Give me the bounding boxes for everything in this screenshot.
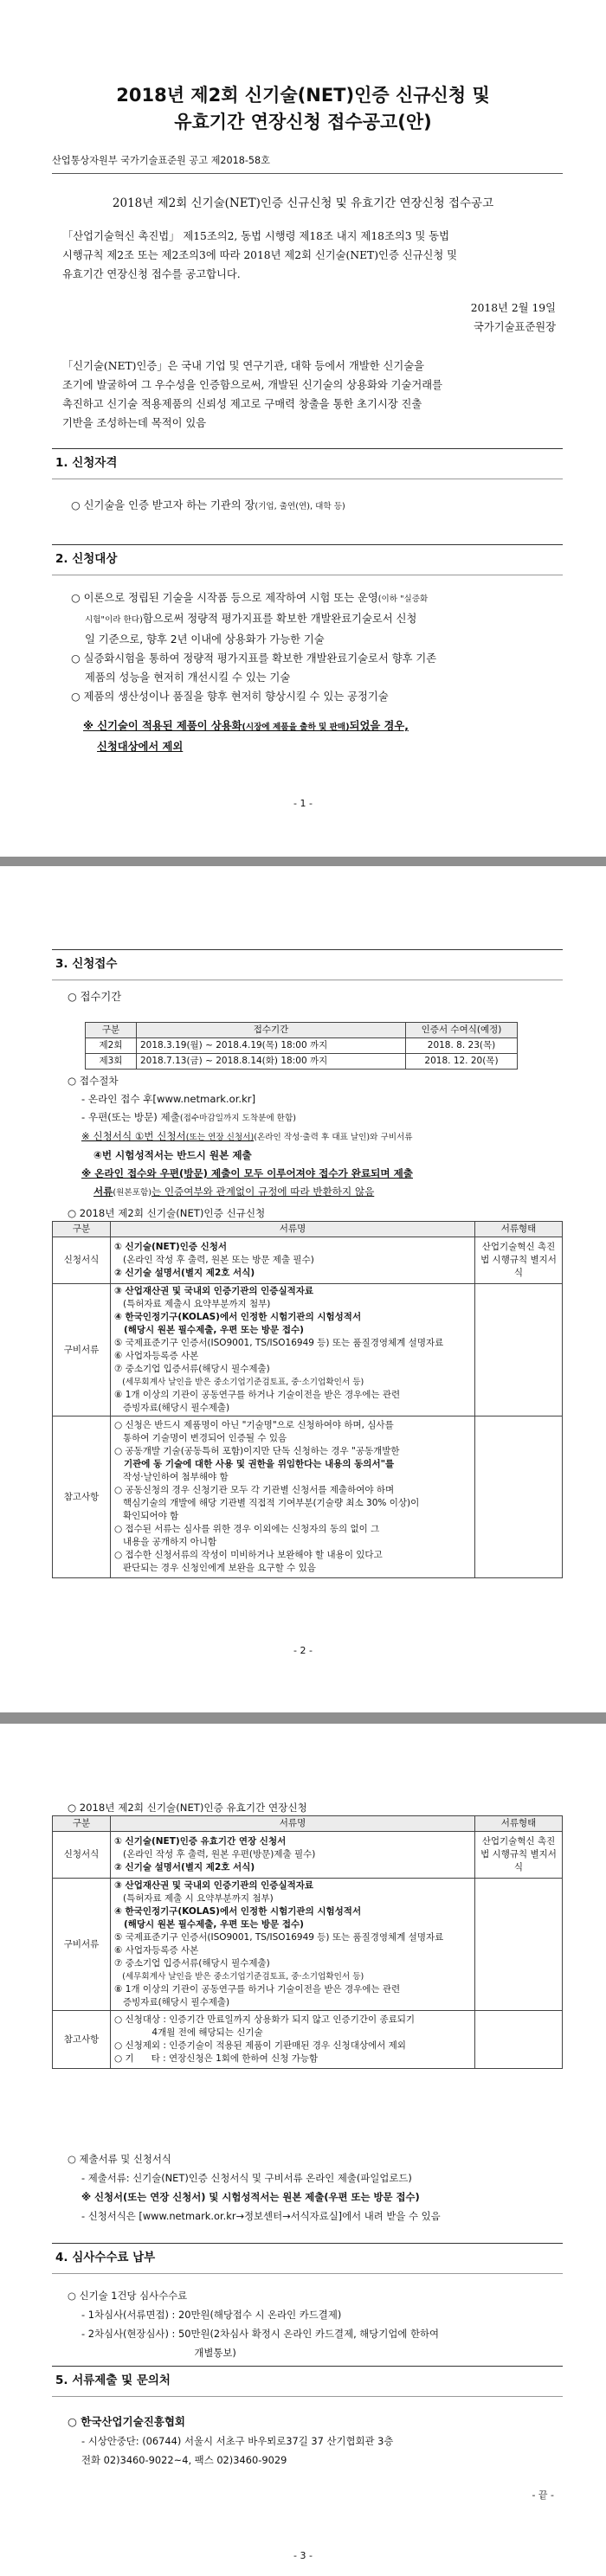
text: - 우편(또는 방문) 제출 [81,1111,180,1123]
ref-item: ○ 접수된 서류는 심사를 위한 경우 이외에는 신청자의 동의 없이 그 [114,1524,380,1534]
sec1-item [71,496,345,517]
section-2-title: 2. 신청대상 [55,552,118,566]
intro-line: 「산업기술혁신 촉진법」 제15조의2, 동법 시행령 제18조 내지 제18조의3 및 동법 [62,230,449,242]
fee-title: ○ 신기술 1건당 심사수수료 [68,2290,188,2302]
text: 는 인증여부와 관계없이 규정에 따라 반환하지 않음 [151,1185,375,1198]
page-gap [0,857,606,866]
doc-item: ⑤ 국제표준기구 인증서(ISO9001, TS/ISO16949 등) 또는 품질경영체계 설명자료 [114,1932,444,1943]
table-cell: 산업기술혁신 촉진법 시행규칙 별지서식 [475,1832,563,1879]
ref-item: ○ 신청은 반드시 제품명이 아닌 "기술명"으로 신청하여야 하며, 심사를 [114,1420,394,1430]
text: ※ 신기술이 적용된 제품이 상용화 [83,720,242,732]
contact-block [68,2412,570,2470]
method-label: ○ 접수절차 [68,1075,119,1087]
section-3-title: 3. 신청접수 [55,957,118,971]
extension-table [52,1815,563,2069]
document-page-1 [0,0,606,857]
text: (이하 "실증화 [377,594,429,604]
table-cell [111,2011,475,2069]
submit-title: ○ 제출서류 및 신청서식 [68,2153,171,2165]
doc-item: (온라인 작성 후 출력, 원본 우편(방문)제출 필수) [114,1849,316,1860]
page-number: - 1 - [293,798,313,809]
table-header: 서류형태 [475,1816,563,1832]
announcement-subtitle: 2018년 제2회 신기술(NET)인증 신규신청 및 유효기간 연장신청 접수공고 [112,196,494,210]
doc-item: 증빙자료(해당시 필수제출) [114,1403,230,1413]
contact-address: - 시상안중단: (06744) 서울시 서초구 바우뫼로37길 37 산기협회관 3층 [81,2435,394,2447]
doc-item: ① 신기술(NET)인증 신청서 [114,1242,228,1252]
table-row [86,1038,518,1054]
text: (또는 연장 신청서) [185,1133,255,1142]
purpose-line: 기반을 조성하는데 목적이 있음 [62,417,207,429]
doc-item: (특허자료 제출 시 요약부분까지 첨부) [114,1893,274,1904]
note-1-cont: ④번 시험성적서는 반드시 원본 제출 [93,1149,252,1161]
table-cell [475,1416,563,1578]
table-row [86,1054,518,1070]
table-cell: 2018. 8. 23(목) [406,1038,518,1054]
purpose-line: 「신기술(NET)인증」은 국내 기업 및 연구기관, 대학 등에서 개발한 신기술을 [62,360,425,372]
submit-item: - 제출서류: 신기술(NET)인증 신청서식 및 구비서류 온라인 제출(파일업로드) [81,2172,412,2184]
doc-item: ④ 한국인정기구(KOLAS)에서 인정한 시험기관의 시험성적서 [114,1906,362,1917]
doc-item: ⑥ 사업자등록증 사본 [114,1351,199,1361]
table-cell: 산업기술혁신 촉진법 시행규칙 별지서식 [475,1237,563,1284]
table-cell: 제2회 [86,1038,137,1054]
table-cell: 참고사항 [53,1416,111,1578]
sec2-item-1-cont: 일 기준으로, 향후 2년 이내에 상용화가 가능한 기술 [85,633,325,646]
doc-item: ⑤ 국제표준기구 인증서(ISO9001, TS/ISO16949 등) 또는 품질경영체계 설명자료 [114,1338,444,1348]
end-mark: - 끝 - [532,2489,554,2501]
page-number: - 3 - [293,2550,313,2561]
schedule-table [85,1022,518,1070]
ref-item: ○ 접수한 신청서류의 작성이 미비하거나 보완해야 할 내용이 있다고 [114,1550,383,1560]
table-header: 인증서 수여식(예정) [406,1023,518,1038]
section-5-title: 5. 서류제출 및 문의처 [55,2374,171,2387]
period-label: ○ 접수기간 [68,991,122,1003]
text: (원본포함) [113,1188,152,1198]
doc-item: (해당시 원본 필수제출, 우편 또는 방문 접수) [114,1325,304,1335]
sec2-item-1-cont [71,609,564,630]
table-header: 서류명 [111,1816,475,1832]
table-header: 서류형태 [475,1222,563,1237]
announce-date: 2018년 2월 19일 [470,302,556,314]
doc-item: ⑦ 중소기업 입증서류(해당시 필수제출) [114,1364,270,1374]
table-cell [111,1879,475,2011]
ref-item: 핵심기술의 개발에 해당 기관별 직접적 기여부분(기술량 최소 30% 이상)이 [114,1498,420,1508]
table-header: 구분 [53,1816,111,1832]
submit-item: ※ 신청서(또는 연장 신청서) 및 시험성적서는 원본 제출(우편 또는 방문 접수) [81,2191,420,2203]
sec2-item-1 [71,588,564,609]
doc-title-line-1: 2018년 제2회 신기술(NET)인증 신규신청 및 [116,85,490,106]
document-page-2 [0,866,606,1712]
submit-block [68,2149,570,2226]
new-table-title: ○ 2018년 제2회 신기술(NET)인증 신규신청 [68,1207,266,1219]
ref-item: 통하여 기술명이 변경되어 인증될 수 있음 [114,1433,287,1443]
doc-item: ③ 산업재산권 및 국내외 인증기관의 인증실적자료 [114,1286,314,1296]
table-cell [475,2011,563,2069]
announcement-number: 산업통상자원부 국가기술표준원 공고 제2018-58호 [52,155,270,166]
ref-item: ○ 공동개발 기술(공동특허 포함)이지만 단독 신청하는 경우 "공동개발한 [114,1446,400,1456]
table-cell [111,1284,475,1416]
section-4-title: 4. 심사수수료 납부 [55,2251,156,2264]
ref-item: 판단되는 경우 신청인에게 보완을 요구할 수 있음 [114,1563,316,1573]
table-row [53,1416,563,1578]
ref-item: ○ 공동신청의 경우 신청기관 모두 각 기관별 신청서를 제출하여야 하며 [114,1485,395,1495]
doc-item: (세무회계사 날인을 받은 중소기업기준검토표, 중·소기업확인서 등) [114,1972,364,1982]
note-2: ※ 온라인 접수와 우편(방문) 제출이 모두 이루어져야 접수가 완료되며 제출 [81,1167,413,1179]
table-cell [111,1832,475,1879]
page-number: - 2 - [293,1645,313,1656]
sec2-note [83,716,564,756]
text: 함으로써 정량적 평가지표를 확보한 개발완료기술로서 신청 [142,613,417,625]
contact-org: ○ 한국산업기술진흥협회 [68,2415,186,2428]
ext-table-title: ○ 2018년 제2회 신기술(NET)인증 유효기간 연장신청 [68,1802,307,1814]
fee-item: 개별통보) [81,2347,236,2359]
fee-item: - 1차심사(서류면접) : 20만원(해당접수 시 온라인 카드결제) [81,2309,342,2321]
table-cell: 참고사항 [53,2011,111,2069]
intro-line: 유효기간 연장신청 접수를 공고합니다. [62,268,241,280]
doc-title-line-2: 유효기간 연장신청 접수공고(안) [174,112,432,132]
doc-item: ① 신기술(NET)인증 유효기간 연장 신청서 [114,1836,287,1847]
sec1-item-main: ○ 신기술을 인증 받고자 하는 기관의 장 [71,499,255,511]
table-header-row [86,1023,518,1038]
ref-item: 내용을 공개하지 아니함 [114,1537,217,1547]
ref-item: 4개월 전에 해당되는 신기술 [114,2027,263,2038]
new-application-table [52,1221,563,1578]
ref-item: 기관에 동 기술에 대한 사용 및 권한을 위임한다는 내용의 동의서"를 [114,1459,395,1469]
text: (온라인 작성·출력 후 대표 날인)와 구비서류 [254,1133,413,1142]
method-online: - 온라인 접수 후[www.netmark.or.kr] [81,1093,256,1105]
doc-item: ② 신기술 설명서(별지 제2호 서식) [114,1862,255,1873]
sec2-items [71,588,564,706]
doc-item: ⑧ 1개 이상의 기관이 공동연구를 하거나 기술이전을 받은 경우에는 관련 [114,1390,401,1400]
announce-agency: 국가기술표준원장 [473,321,556,333]
submit-item: - 신청서식은 [www.netmark.or.kr→정보센터→서식자료실]에서 내려 받을 수 있음 [81,2210,441,2222]
section-1-title: 1. 신청자격 [55,456,118,470]
sec2-item-2-cont: 제품의 성능을 현저히 개선시킬 수 있는 기술 [85,671,291,684]
page-gap [0,1712,606,1724]
doc-item: (세무회계사 날인을 받은 중소기업기준검토표, 중·소기업확인서 등) [114,1378,364,1387]
text: 서류 [93,1185,113,1198]
fee-item: - 2차심사(현장심사) : 50만원(2차심사 확정시 온라인 카드결제, 해당기업에 한하여 [81,2328,439,2340]
table-cell [111,1237,475,1284]
divider [52,173,563,174]
doc-item: ③ 산업재산권 및 국내외 인증기관의 인증실적자료 [114,1880,314,1891]
doc-item: (특허자료 제출시 요약부분까지 첨부) [114,1299,271,1309]
table-header: 서류명 [111,1222,475,1237]
sec2-note-line: 신청대상에서 제외 [97,741,184,753]
document-page-3 [0,1724,606,2576]
table-cell [475,1284,563,1416]
table-cell: 구비서류 [53,1284,111,1416]
sec2-item-2: ○ 실증화시험을 통하여 정량적 평가지표를 확보한 개발완료기술로서 향후 기존 [71,652,437,665]
table-header: 접수기간 [137,1023,406,1038]
text: 시험"이라 한다) [85,615,143,625]
section-bar [52,448,563,479]
ref-item: 확인되어야 함 [114,1511,179,1521]
method-block [68,1072,570,1202]
ref-item: ○ 신청대상 : 인증기간 만료일까지 상용화가 되지 않고 인증기간이 종료되기 [114,2014,416,2025]
table-row [53,1879,563,2011]
table-header-row [53,1222,563,1237]
table-cell [111,1416,475,1578]
intro-paragraph [62,227,564,284]
doc-item: (온라인 작성 후 출력, 원본 또는 방문 제출 필수) [114,1255,314,1265]
note-1 [68,1127,570,1147]
table-cell [475,1879,563,2011]
ref-item: ○ 신청제외 : 인증기술이 적용된 제품이 기판매된 경우 신청대상에서 제외 [114,2040,406,2051]
section-bar [52,949,563,980]
doc-item: ⑥ 사업자등록증 사본 [114,1945,199,1956]
text: ※ 신청서식 ①번 신청서 [81,1130,186,1142]
text: 되었을 경우, [349,720,409,732]
doc-item: ⑦ 중소기업 입증서류(해당시 필수제출) [114,1958,270,1969]
ref-item: ○ 기 타 : 연장신청은 1회에 한하여 신청 가능함 [114,2053,319,2064]
table-cell: 2018.7.13(금) ~ 2018.8.14(화) 18:00 까지 [137,1054,406,1070]
doc-item: ④ 한국인정기구(KOLAS)에서 인정한 시험기관의 시험성적서 [114,1312,362,1322]
purpose-line: 촉진하고 신기술 적용제품의 신뢰성 제고로 구매력 창출을 통한 초기시장 진출 [62,398,422,410]
section-bar [52,544,563,575]
text: (시장에 제품을 출하 및 판매) [242,723,350,732]
table-row [53,1237,563,1284]
table-cell: 제3회 [86,1054,137,1070]
doc-item: ② 신기술 설명서(별지 제2호 서식) [114,1268,255,1278]
table-cell: 2018.3.19(월) ~ 2018.4.19(목) 18:00 까지 [137,1038,406,1054]
intro-line: 시행규칙 제2조 또는 제2조의3에 따라 2018년 제2회 신기술(NET)인증 신규신청 및 [62,249,458,261]
purpose-line: 조기에 발굴하여 그 우수성을 인증함으로써, 개발된 신기술의 상용화와 기술거래를 [62,379,443,391]
ref-item: 작성·날인하여 첨부해야 함 [114,1472,229,1482]
fee-block [68,2286,570,2362]
table-row [53,1284,563,1416]
doc-item: (해당시 원본 필수제출, 우편 또는 방문 접수) [114,1919,304,1930]
sec2-item-3: ○ 제품의 생산성이나 품질을 향후 현저히 향상시킬 수 있는 공정기술 [71,691,389,703]
note-2-cont [68,1183,570,1202]
method-visit [68,1108,570,1127]
table-cell: 2018. 12. 20(목) [406,1054,518,1070]
table-cell: 신청서식 [53,1237,111,1284]
sec1-item-note: (기업, 출연(연), 대학 등) [255,502,345,511]
table-header: 구분 [86,1023,137,1038]
doc-item: ⑧ 1개 이상의 기관이 공동연구를 하거나 기술이전을 받은 경우에는 관련 [114,1984,401,1995]
table-cell: 신청서식 [53,1832,111,1879]
table-row [53,2011,563,2069]
table-header-row [53,1816,563,1832]
contact-phone: 전화 02)3460-9022~4, 팩스 02)3460-9029 [81,2454,287,2466]
text: ○ 이론으로 정립된 기술을 시작품 등으로 제작하여 시험 또는 운영 [71,592,378,604]
table-header: 구분 [53,1222,111,1237]
doc-item: 증빙자료(해당시 필수제출) [114,1997,230,2007]
table-cell: 구비서류 [53,1879,111,2011]
purpose-paragraph [62,357,564,433]
text: (접수마감일까지 도착분에 한함) [179,1114,296,1123]
table-row [53,1832,563,1879]
sec2-note-line [83,716,564,737]
